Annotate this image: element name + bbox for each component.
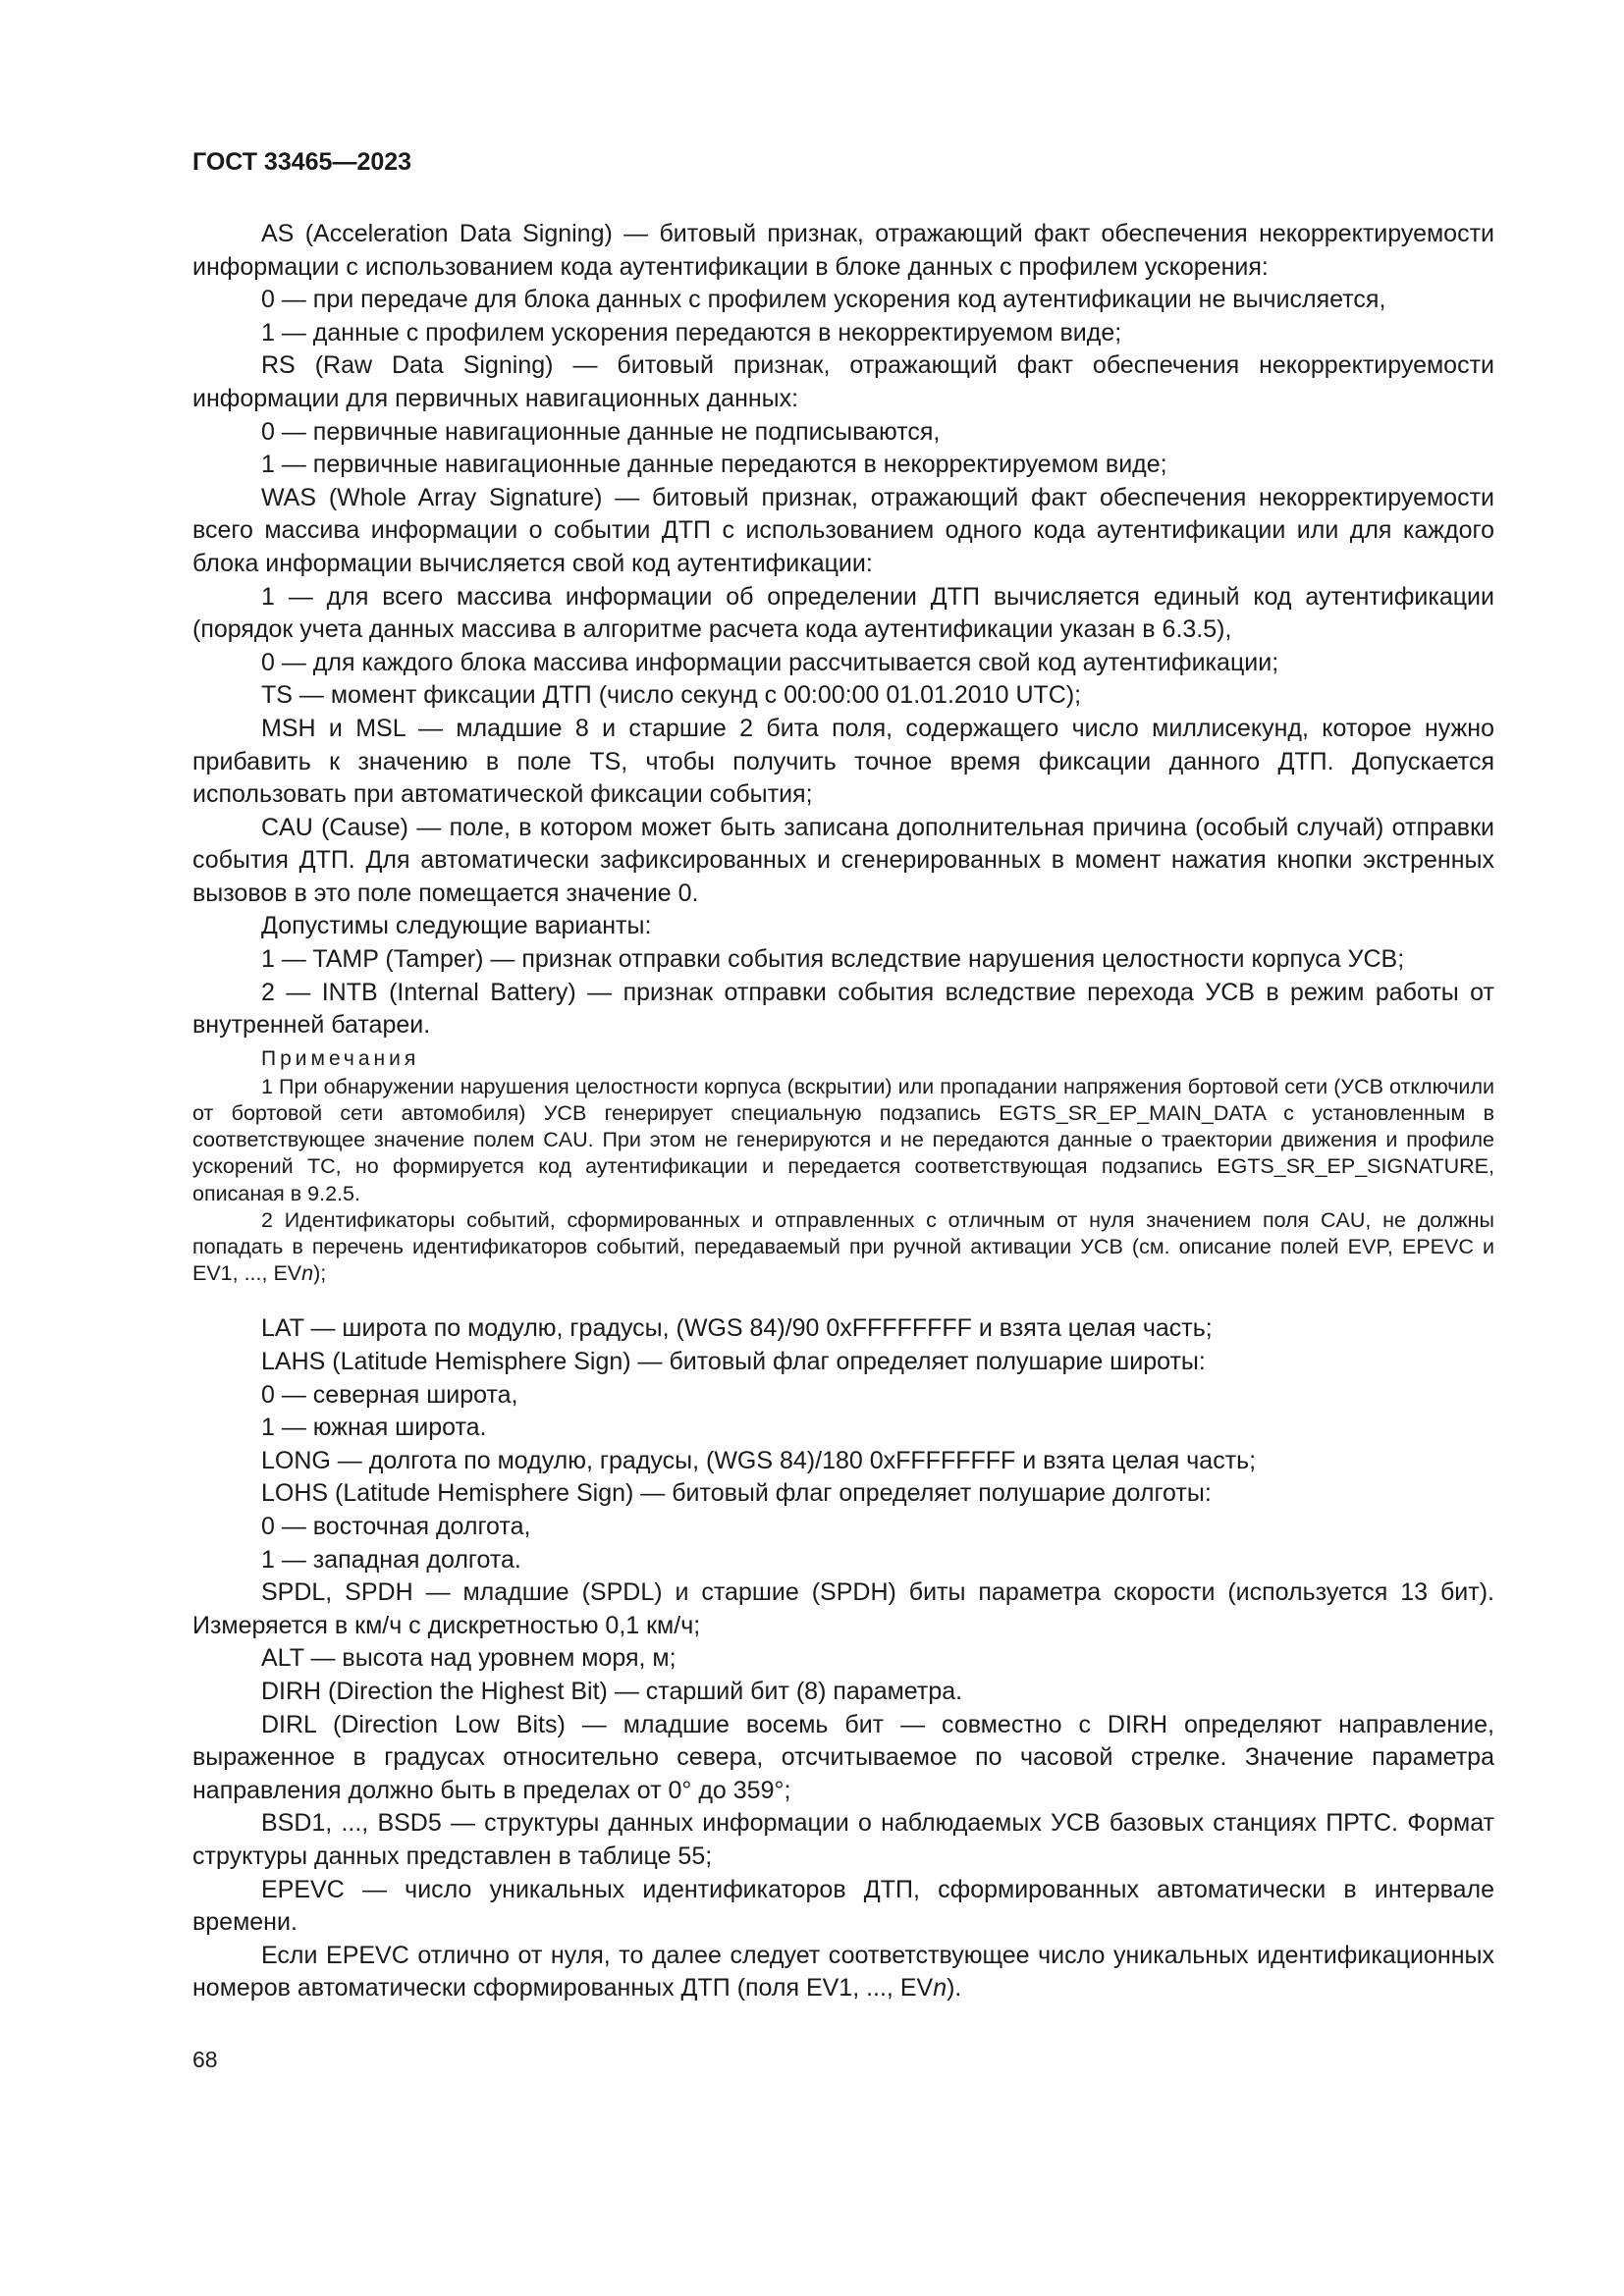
- paragraph-rs-0: 0 — первичные навигационные данные не подписываются,: [261, 417, 941, 446]
- paragraph-was-1: 1 — для всего массива информации об определении ДТП вычисляется единый код аутентификации (порядок учета данных массива в алгоритме расчета кода аутентификации указан в 6.3.5),: [192, 582, 1494, 644]
- note-2-text: 2 Идентификаторы событий, сформированных и отправленных с отличным от нуля значением поля CAU, не должны попадать в перечень идентификаторов событий, передаваемый при ручной активации УСВ (см. описание полей EVP, EPEVC и EV1, ..., EV: [192, 1207, 1494, 1286]
- paragraph-intb: 2 — INTB (Internal Battery) — признак отправки события вследствие перехода УСВ в режим работы от внутренней батареи.: [192, 978, 1494, 1040]
- paragraph-msh-msl: MSH и MSL — младшие 8 и старшие 2 бита поля, содержащего число миллисекунд, которое нужно прибавить к значению в поле TS, чтобы получить точное время фиксации данного ДТП. Допускается использовать при автоматической фиксации события;: [192, 714, 1494, 809]
- paragraph-last-italic: n: [933, 1974, 947, 2002]
- paragraph-long: LONG — долгота по модулю, градусы, (WGS 84)/180 0xFFFFFFFF и взята целая часть;: [261, 1446, 1257, 1474]
- paragraph-spd: SPDL, SPDH — младшие (SPDL) и старшие (SPDH) биты параметра скорости (используется 13 бит). Измеряется в км/ч с дискретностью 0,1 км/ч;: [192, 1578, 1494, 1639]
- paragraph-lahs-0: 0 — северная широта,: [261, 1380, 518, 1409]
- paragraph-lohs-1: 1 — западная долгота.: [261, 1545, 521, 1574]
- paragraph-cau: CAU (Cause) — поле, в котором может быть записана дополнительная причина (особый случай) отправки события ДТП. Для автоматически зафиксированных и сгенерированных в момент нажатия кнопки экстренных вызовов в это поле помещается значение 0.: [192, 813, 1494, 907]
- paragraph-lahs: LAHS (Latitude Hemisphere Sign) — битовый флаг определяет полушарие широты:: [261, 1348, 1206, 1376]
- document-header: ГОСТ 33465—2023: [192, 148, 412, 176]
- paragraph-ts: TS — момент фиксации ДТП (число секунд с 00:00:00 01.01.2010 UTC);: [261, 681, 1082, 710]
- paragraph-variants: Допустимы следующие варианты:: [261, 912, 652, 940]
- paragraph-lohs-0: 0 — восточная долгота,: [261, 1513, 531, 1541]
- paragraph-lat: LAT — широта по модулю, градусы, (WGS 84)/90 0xFFFFFFFF и взята целая часть;: [261, 1314, 1213, 1343]
- paragraph-last-end: ).: [947, 1974, 962, 2002]
- paragraph-lahs-1: 1 — южная широта.: [261, 1414, 487, 1442]
- note-1: 1 При обнаружении нарушения целостности корпуса (вскрытии) или пропадании напряжения бортовой сети (УСВ отключили от бортовой сети автомобиля) УСВ генерирует специальную подзапись EGTS_SR_EP_MAIN_DATA с установленным в соответствующее значение полем CAU. При этом не генерируются и не передаются данные о траектории движения и профиле ускорений ТС, но формируется код аутентификации и передается соответствующая подзапись EGTS_SR_EP_SIGNATURE, описаная в 9.2.5.: [192, 1074, 1494, 1205]
- paragraph-as-1: 1 — данные с профилем ускорения передаются в некорректируемом виде;: [261, 318, 1122, 347]
- note-2: [192, 1207, 1494, 1288]
- paragraph-dirl: DIRL (Direction Low Bits) — младшие восемь бит — совместно с DIRH определяют направление, выраженное в градусах относительно севера, отсчитываемое по часовой стрелке. Значение параметра направления должно быть в пределах от 0° до 359°;: [192, 1710, 1494, 1804]
- note-2-italic: n: [301, 1261, 314, 1286]
- notes-section: [192, 1046, 1494, 1288]
- paragraph-was-0: 0 — для каждого блока массива информации рассчитывается свой код аутентификации;: [261, 648, 1279, 676]
- paragraph-was: WAS (Whole Array Signature) — битовый признак, отражающий факт обеспечения некорректируемости всего массива информации о событии ДТП с использованием одного кода аутентификации или для каждого блока информации вычисляется свой код аутентификации:: [192, 483, 1494, 577]
- paragraph-lohs: LOHS (Latitude Hemisphere Sign) — битовый флаг определяет полушарие долготы:: [261, 1479, 1212, 1508]
- body-section-2: [192, 1312, 1494, 2004]
- paragraph-tamp: 1 — TAMP (Tamper) — признак отправки события вследствие нарушения целостности корпуса УСВ;: [261, 945, 1405, 974]
- paragraph-as: AS (Acceleration Data Signing) — битовый признак, отражающий факт обеспечения некорректируемости информации с использованием кода аутентификации в блоке данных с профилем ускорения:: [192, 220, 1494, 281]
- notes-title: Примечания: [261, 1046, 420, 1070]
- paragraph-epevc: EPEVC — число уникальных идентификаторов ДТП, сформированных автоматически в интервале времени.: [192, 1875, 1494, 1937]
- document-page: [192, 147, 1494, 2005]
- page-number: 68: [192, 2047, 218, 2072]
- paragraph-rs: RS (Raw Data Signing) — битовый признак, отражающий факт обеспечения некорректируемости информации для первичных навигационных данных:: [192, 351, 1494, 412]
- paragraph-dirh: DIRH (Direction the Highest Bit) — старший бит (8) параметра.: [261, 1678, 963, 1705]
- paragraph-alt: ALT — высота над уровнем моря, м;: [261, 1644, 677, 1673]
- paragraph-last-text: Если EPEVC отлично от нуля, то далее следует соответствующее число уникальных идентификационных номеров автоматически сформированных ДТП (поля EV1, ..., EV: [192, 1941, 1494, 2002]
- note-2-end: );: [313, 1261, 327, 1286]
- paragraph-as-0: 0 — при передаче для блока данных с профилем ускорения код аутентификации не вычисляется,: [261, 286, 1386, 314]
- paragraph-rs-1: 1 — первичные навигационные данные передаются в некорректируемом виде;: [261, 451, 1167, 479]
- paragraph-bsd: BSD1, ..., BSD5 — структуры данных информации о наблюдаемых УСВ базовых станциях ПРТС. Формат структуры данных представлен в таблице 55;: [192, 1809, 1494, 1870]
- paragraph-last: [192, 1940, 1494, 2005]
- body-section-1: [192, 218, 1494, 1042]
